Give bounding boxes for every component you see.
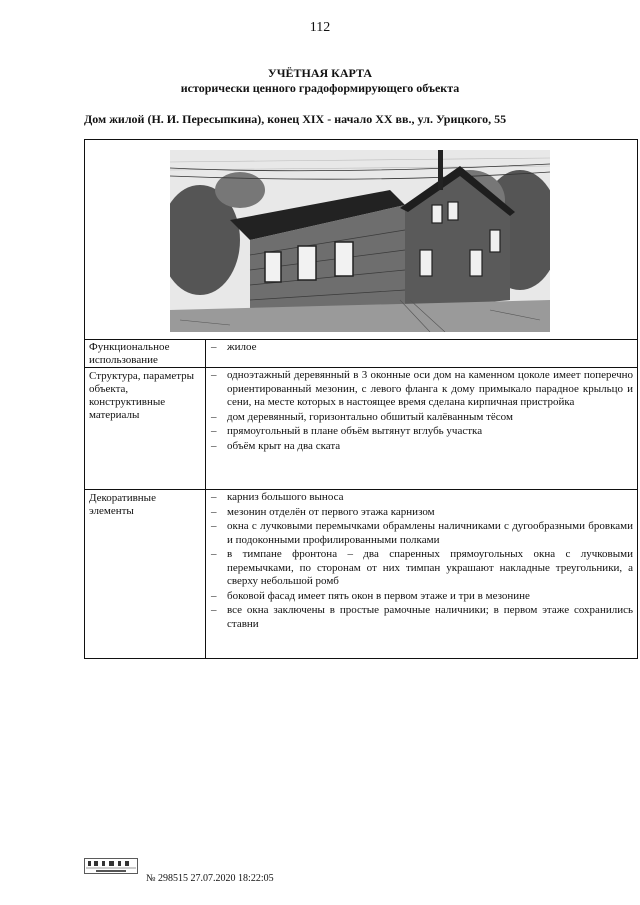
dash-marker: – bbox=[211, 548, 217, 560]
list-item: – карниз большого выноса bbox=[211, 491, 344, 503]
registry-stamp bbox=[84, 858, 138, 874]
list-item: – одноэтажный деревянный в 3 оконные оси дом на каменном цоколе имеет поперечно ориентированный мезонин, с левого фланга к дому примыкало парадное крыльцо и сени, на месте которых в настоящее время сделана кирпичная пристройка bbox=[211, 369, 633, 408]
record-card-table bbox=[84, 139, 638, 659]
row-content-structure bbox=[211, 369, 633, 454]
list-item: – в тимпане фронтона – два спаренных прямоугольных окна с лучковыми перемычками, по сторонам от них тимпан украшают накладные треугольники, а сверху небольшой ромб bbox=[211, 548, 633, 587]
card-title: УЧЁТНАЯ КАРТА bbox=[267, 66, 373, 80]
list-item: – все окна заключены в простые рамочные наличники; в первом этаже сохранились ставни bbox=[211, 604, 633, 630]
row-label-structure: Структура, параметры объекта, конструктивные материалы bbox=[89, 370, 195, 421]
dash-marker: – bbox=[211, 604, 217, 616]
dash-marker: – bbox=[211, 369, 217, 381]
photo-cell bbox=[85, 140, 637, 340]
list-item: – прямоугольный в плане объём вытянут вглубь участка bbox=[211, 425, 483, 437]
row-label-decor: Декоративные элементы bbox=[89, 492, 156, 517]
row-content-decor bbox=[211, 491, 633, 632]
dash-marker: – bbox=[211, 491, 217, 503]
row-label-function: Функциональное использование bbox=[89, 341, 170, 366]
column-divider bbox=[205, 339, 206, 658]
row-divider bbox=[85, 367, 637, 368]
list-item: – боковой фасад имеет пять окон в первом этаже и три в мезонине bbox=[211, 589, 530, 602]
list-item: – мезонин отделён от первого этажа карнизом bbox=[211, 505, 435, 518]
dash-marker: – bbox=[211, 425, 217, 437]
list-item: – дом деревянный, горизонтально обшитый калёванным тёсом bbox=[211, 410, 513, 423]
house-photo bbox=[170, 150, 550, 332]
dash-marker: – bbox=[211, 505, 217, 518]
registration-number: № 298515 27.07.2020 18:22:05 bbox=[146, 873, 274, 884]
row-content-function bbox=[211, 341, 633, 356]
list-item: – жилое bbox=[211, 341, 257, 353]
row-divider bbox=[85, 489, 637, 490]
list-item: – объём крыт на два ската bbox=[211, 439, 341, 452]
dash-marker: – bbox=[211, 341, 217, 353]
list-item: – окна с лучковыми перемычками обрамлены наличниками с дугообразными бровками и подоконными профилированными полками bbox=[211, 520, 633, 546]
object-name: Дом жилой (Н. И. Пересыпкина), конец XIX - начало XX вв., ул. Урицкого, 55 bbox=[84, 112, 507, 126]
dash-marker: – bbox=[211, 410, 217, 423]
dash-marker: – bbox=[211, 439, 217, 452]
card-subtitle: исторически ценного градоформирующего объекта bbox=[180, 81, 460, 95]
page-number: 112 bbox=[309, 20, 331, 35]
dash-marker: – bbox=[211, 520, 217, 532]
dash-marker: – bbox=[211, 589, 217, 602]
